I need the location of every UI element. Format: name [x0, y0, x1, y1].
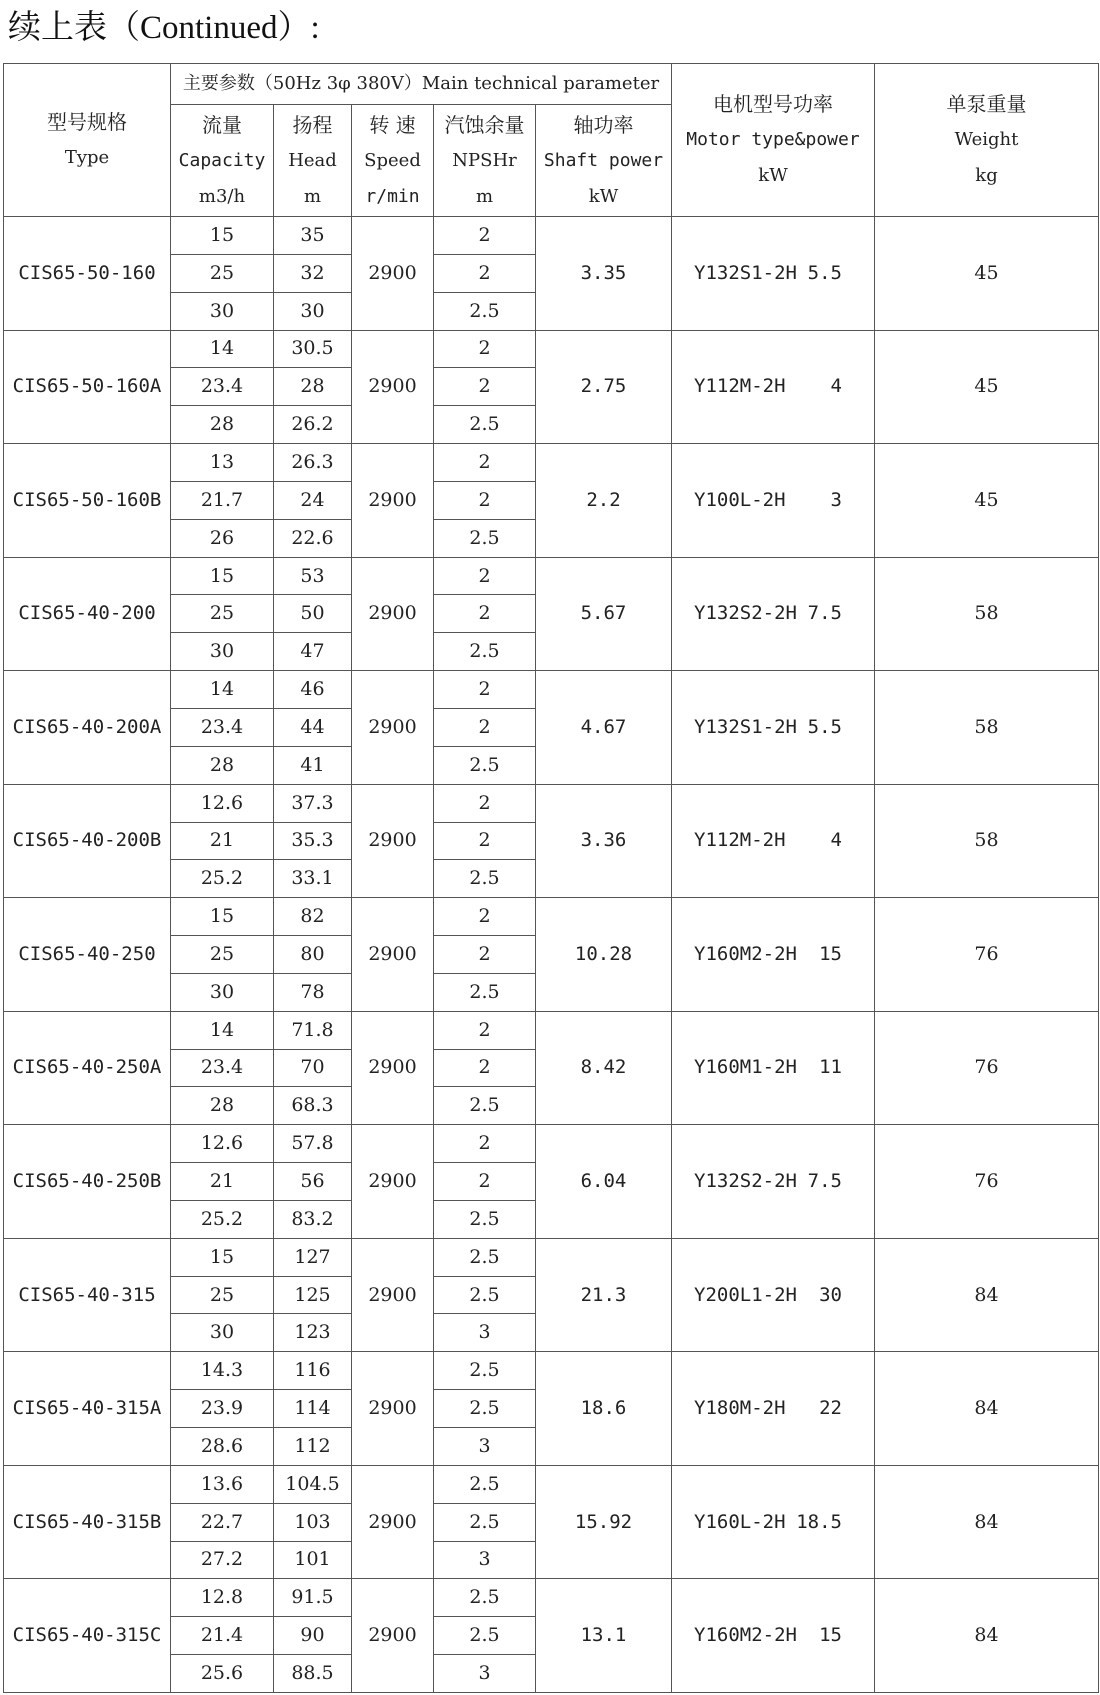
motor-type-power: [672, 715, 874, 738]
head-cell: 83.2: [274, 1200, 352, 1238]
motor-type-power: [672, 831, 874, 850]
header-capacity-unit: m3/h: [198, 185, 246, 207]
head-cell: 26.2: [274, 406, 352, 444]
shaft-power-cell: 4.67: [536, 671, 672, 785]
weight-cell: 45: [875, 217, 1099, 331]
header-npshr-en: NPSHr: [452, 149, 517, 171]
head-cell: 32: [274, 254, 352, 292]
head-cell: 116: [274, 1352, 352, 1390]
weight-cell: 76: [875, 898, 1099, 1012]
capacity-cell: 15: [171, 1238, 274, 1276]
head-cell: 53: [274, 557, 352, 595]
weight-cell: 84: [875, 1352, 1099, 1466]
capacity-cell: 21: [171, 1163, 274, 1201]
motor-power: 22: [819, 1397, 842, 1420]
header-npshr: [434, 105, 536, 217]
model-type-cell: CIS65-40-315: [4, 1238, 171, 1352]
header-npshr-cn: 汽蚀余量: [444, 112, 525, 137]
npshr-cell: 2: [434, 671, 536, 709]
capacity-cell: 14: [171, 330, 274, 368]
npshr-cell: 2: [434, 1125, 536, 1163]
speed-cell: 2900: [352, 557, 434, 671]
motor-model: Y132S2-2H: [694, 1170, 797, 1193]
capacity-cell: 25.2: [171, 1200, 274, 1238]
capacity-cell: 15: [171, 557, 274, 595]
speed-cell: 2900: [352, 1011, 434, 1125]
motor-type-power: [672, 261, 874, 284]
speed-cell: 2900: [352, 1238, 434, 1352]
npshr-cell: 2: [434, 217, 536, 255]
motor-cell: [672, 330, 875, 444]
head-cell: 46: [274, 671, 352, 709]
weight-cell: 84: [875, 1238, 1099, 1352]
motor-type-power: [672, 1626, 874, 1645]
motor-cell: [672, 1238, 875, 1352]
capacity-cell: 30: [171, 973, 274, 1011]
capacity-cell: 21.4: [171, 1617, 274, 1655]
speed-cell: 2900: [352, 1579, 434, 1693]
weight-cell: 58: [875, 671, 1099, 785]
shaft-power-cell: 13.1: [536, 1579, 672, 1693]
header-speed-cn: 转 速: [369, 112, 416, 137]
motor-cell: [672, 557, 875, 671]
header-capacity: [171, 105, 274, 217]
shaft-power-cell: 2.75: [536, 330, 672, 444]
speed-cell: 2900: [352, 671, 434, 785]
npshr-cell: 2: [434, 784, 536, 822]
npshr-cell: 2.5: [434, 1579, 536, 1617]
speed-cell: 2900: [352, 1465, 434, 1579]
capacity-cell: 23.9: [171, 1390, 274, 1428]
npshr-cell: 2.5: [434, 1238, 536, 1276]
head-cell: 41: [274, 746, 352, 784]
header-main-parameters: 主要参数（50Hz 3φ 380V）Main technical parameter: [171, 64, 672, 105]
head-cell: 44: [274, 708, 352, 746]
npshr-cell: 2.5: [434, 633, 536, 671]
head-cell: 35: [274, 217, 352, 255]
head-cell: 125: [274, 1276, 352, 1314]
motor-type-power: [672, 1399, 874, 1418]
head-cell: 37.3: [274, 784, 352, 822]
motor-power: 4: [830, 829, 842, 852]
header-speed: [352, 105, 434, 217]
weight-cell: 76: [875, 1125, 1099, 1239]
motor-power: 5.5: [807, 715, 842, 738]
motor-model: Y112M-2H: [694, 375, 786, 398]
motor-cell: [672, 784, 875, 898]
npshr-cell: 2: [434, 481, 536, 519]
capacity-cell: 25.2: [171, 860, 274, 898]
capacity-cell: 25: [171, 254, 274, 292]
weight-cell: 84: [875, 1579, 1099, 1693]
motor-power: 15: [819, 942, 842, 965]
model-type-cell: CIS65-40-250A: [4, 1011, 171, 1125]
motor-type-power: [672, 1058, 874, 1077]
table-row: [4, 671, 1099, 709]
header-motor-en: Motor type&power: [686, 129, 860, 150]
motor-cell: [672, 898, 875, 1012]
header-type-cn: 型号规格: [47, 110, 127, 134]
npshr-cell: 3: [434, 1314, 536, 1352]
npshr-cell: 3: [434, 1655, 536, 1693]
motor-model: Y132S1-2H: [694, 261, 797, 284]
motor-model: Y132S2-2H: [694, 602, 797, 625]
capacity-cell: 14: [171, 1011, 274, 1049]
table-row: [4, 557, 1099, 595]
motor-cell: [672, 1465, 875, 1579]
motor-type-power: [672, 604, 874, 623]
motor-type-power: [672, 942, 874, 965]
npshr-cell: 3: [434, 1541, 536, 1579]
head-cell: 71.8: [274, 1011, 352, 1049]
motor-power: 15: [819, 1624, 842, 1647]
header-motor-cn: 电机型号功率: [713, 92, 833, 116]
motor-type-power: [672, 1510, 874, 1533]
npshr-cell: 2.5: [434, 292, 536, 330]
capacity-cell: 23.4: [171, 1049, 274, 1087]
npshr-cell: 2.5: [434, 860, 536, 898]
table-row: [4, 784, 1099, 822]
table-row: [4, 444, 1099, 482]
table-row: [4, 1238, 1099, 1276]
model-type-cell: CIS65-40-250B: [4, 1125, 171, 1239]
head-cell: 28: [274, 368, 352, 406]
npshr-cell: 2.5: [434, 1503, 536, 1541]
capacity-cell: 22.7: [171, 1503, 274, 1541]
model-type-cell: CIS65-40-200: [4, 557, 171, 671]
table-body: [4, 217, 1099, 1693]
header-weight: [875, 64, 1099, 217]
header-weight-en: Weight: [954, 129, 1019, 150]
capacity-cell: 25: [171, 1276, 274, 1314]
shaft-power-cell: 15.92: [536, 1465, 672, 1579]
npshr-cell: 2.5: [434, 1200, 536, 1238]
shaft-power-cell: 21.3: [536, 1238, 672, 1352]
pump-spec-table: [3, 63, 1099, 1693]
header-head-unit: m: [303, 185, 322, 207]
capacity-cell: 28: [171, 1087, 274, 1125]
header-speed-unit: r/min: [365, 185, 420, 207]
shaft-power-cell: 6.04: [536, 1125, 672, 1239]
npshr-cell: 2.5: [434, 1276, 536, 1314]
weight-cell: 45: [875, 330, 1099, 444]
capacity-cell: 26: [171, 519, 274, 557]
capacity-cell: 13.6: [171, 1465, 274, 1503]
head-cell: 56: [274, 1163, 352, 1201]
motor-model: Y180M-2H: [694, 1397, 786, 1420]
npshr-cell: 2: [434, 330, 536, 368]
speed-cell: 2900: [352, 444, 434, 558]
motor-model: Y160M2-2H: [694, 942, 797, 965]
capacity-cell: 13: [171, 444, 274, 482]
motor-model: Y200L1-2H: [694, 1283, 797, 1306]
head-cell: 22.6: [274, 519, 352, 557]
shaft-power-cell: 3.35: [536, 217, 672, 331]
capacity-cell: 23.4: [171, 368, 274, 406]
model-type-cell: CIS65-40-315B: [4, 1465, 171, 1579]
head-cell: 91.5: [274, 1579, 352, 1617]
header-weight-unit: kg: [975, 165, 998, 186]
npshr-cell: 2: [434, 898, 536, 936]
capacity-cell: 25.6: [171, 1655, 274, 1693]
npshr-cell: 2: [434, 595, 536, 633]
motor-model: Y160M2-2H: [694, 1624, 797, 1647]
table-row: [4, 1125, 1099, 1163]
capacity-cell: 25: [171, 595, 274, 633]
head-cell: 30.5: [274, 330, 352, 368]
motor-model: Y160L-2H: [694, 1510, 786, 1533]
npshr-cell: 2.5: [434, 1087, 536, 1125]
motor-cell: [672, 1125, 875, 1239]
head-cell: 50: [274, 595, 352, 633]
capacity-cell: 12.6: [171, 784, 274, 822]
capacity-cell: 12.8: [171, 1579, 274, 1617]
speed-cell: 2900: [352, 217, 434, 331]
capacity-cell: 28: [171, 746, 274, 784]
head-cell: 112: [274, 1428, 352, 1466]
head-cell: 123: [274, 1314, 352, 1352]
npshr-cell: 2.5: [434, 973, 536, 1011]
capacity-cell: 14: [171, 671, 274, 709]
capacity-cell: 30: [171, 1314, 274, 1352]
motor-power: 3: [830, 488, 842, 511]
header-capacity-en: Capacity: [178, 149, 266, 171]
npshr-cell: 2: [434, 1163, 536, 1201]
header-type: [4, 64, 171, 217]
model-type-cell: CIS65-40-250: [4, 898, 171, 1012]
header-motor-unit: kW: [758, 165, 788, 186]
speed-cell: 2900: [352, 1352, 434, 1466]
capacity-cell: 12.6: [171, 1125, 274, 1163]
npshr-cell: 2.5: [434, 746, 536, 784]
header-capacity-cn: 流量: [202, 112, 242, 137]
npshr-cell: 2.5: [434, 519, 536, 557]
head-cell: 127: [274, 1238, 352, 1276]
motor-cell: [672, 217, 875, 331]
model-type-cell: CIS65-40-315C: [4, 1579, 171, 1693]
header-type-en: Type: [64, 147, 110, 168]
head-cell: 88.5: [274, 1655, 352, 1693]
motor-power: 7.5: [807, 602, 842, 625]
capacity-cell: 15: [171, 898, 274, 936]
motor-power: 30: [819, 1283, 842, 1306]
capacity-cell: 23.4: [171, 708, 274, 746]
head-cell: 104.5: [274, 1465, 352, 1503]
npshr-cell: 2.5: [434, 1352, 536, 1390]
table-row: [4, 1352, 1099, 1390]
head-cell: 35.3: [274, 822, 352, 860]
table-row: [4, 1465, 1099, 1503]
model-type-cell: CIS65-40-200B: [4, 784, 171, 898]
npshr-cell: 2: [434, 822, 536, 860]
motor-type-power: [672, 1283, 874, 1306]
npshr-cell: 2: [434, 444, 536, 482]
capacity-cell: 28: [171, 406, 274, 444]
capacity-cell: 25: [171, 936, 274, 974]
motor-power: 7.5: [807, 1170, 842, 1193]
shaft-power-cell: 10.28: [536, 898, 672, 1012]
capacity-cell: 30: [171, 633, 274, 671]
npshr-cell: 2.5: [434, 1465, 536, 1503]
header-head-cn: 扬程: [292, 112, 333, 137]
header-head-en: Head: [288, 149, 337, 171]
header-shaft-power-cn: 轴功率: [573, 112, 634, 137]
motor-type-power: [672, 488, 874, 511]
motor-power: 4: [830, 375, 842, 398]
head-cell: 101: [274, 1541, 352, 1579]
motor-cell: [672, 444, 875, 558]
shaft-power-cell: 3.36: [536, 784, 672, 898]
motor-cell: [672, 1579, 875, 1693]
npshr-cell: 2: [434, 254, 536, 292]
model-type-cell: CIS65-50-160A: [4, 330, 171, 444]
shaft-power-cell: 5.67: [536, 557, 672, 671]
npshr-cell: 2: [434, 1049, 536, 1087]
header-weight-cn: 单泵重量: [946, 92, 1027, 116]
npshr-cell: 2: [434, 1011, 536, 1049]
table-row: [4, 1579, 1099, 1617]
weight-cell: 84: [875, 1465, 1099, 1579]
motor-power: 11: [819, 1056, 842, 1079]
motor-cell: [672, 1352, 875, 1466]
capacity-cell: 14.3: [171, 1352, 274, 1390]
motor-cell: [672, 671, 875, 785]
table-row: [4, 330, 1099, 368]
capacity-cell: 27.2: [171, 1541, 274, 1579]
table-row: [4, 898, 1099, 936]
shaft-power-cell: 18.6: [536, 1352, 672, 1466]
head-cell: 103: [274, 1503, 352, 1541]
head-cell: 26.3: [274, 444, 352, 482]
npshr-cell: 2: [434, 936, 536, 974]
header-head: [274, 105, 352, 217]
header-shaft-power-en: Shaft power: [543, 149, 664, 171]
weight-cell: 58: [875, 784, 1099, 898]
motor-cell: [672, 1011, 875, 1125]
table-row: [4, 217, 1099, 255]
head-cell: 82: [274, 898, 352, 936]
shaft-power-cell: 8.42: [536, 1011, 672, 1125]
head-cell: 70: [274, 1049, 352, 1087]
motor-model: Y132S1-2H: [694, 715, 797, 738]
model-type-cell: CIS65-50-160: [4, 217, 171, 331]
npshr-cell: 2.5: [434, 1390, 536, 1428]
header-shaft-power-unit: kW: [588, 185, 619, 207]
speed-cell: 2900: [352, 784, 434, 898]
head-cell: 68.3: [274, 1087, 352, 1125]
weight-cell: 76: [875, 1011, 1099, 1125]
speed-cell: 2900: [352, 330, 434, 444]
table-row: [4, 1011, 1099, 1049]
model-type-cell: CIS65-50-160B: [4, 444, 171, 558]
motor-type-power: [672, 377, 874, 396]
motor-power: 18.5: [796, 1510, 842, 1533]
capacity-cell: 30: [171, 292, 274, 330]
capacity-cell: 28.6: [171, 1428, 274, 1466]
npshr-cell: 2.5: [434, 406, 536, 444]
head-cell: 47: [274, 633, 352, 671]
capacity-cell: 21: [171, 822, 274, 860]
capacity-cell: 21.7: [171, 481, 274, 519]
head-cell: 78: [274, 973, 352, 1011]
head-cell: 114: [274, 1390, 352, 1428]
head-cell: 33.1: [274, 860, 352, 898]
weight-cell: 45: [875, 444, 1099, 558]
npshr-cell: 3: [434, 1428, 536, 1466]
head-cell: 24: [274, 481, 352, 519]
npshr-cell: 2: [434, 368, 536, 406]
page-title: 续上表（Continued）:: [8, 10, 320, 46]
shaft-power-cell: 2.2: [536, 444, 672, 558]
speed-cell: 2900: [352, 1125, 434, 1239]
header-speed-en: Speed: [364, 149, 421, 171]
model-type-cell: CIS65-40-315A: [4, 1352, 171, 1466]
head-cell: 80: [274, 936, 352, 974]
speed-cell: 2900: [352, 898, 434, 1012]
head-cell: 90: [274, 1617, 352, 1655]
motor-type-power: [672, 1172, 874, 1191]
npshr-cell: 2: [434, 557, 536, 595]
motor-power: 5.5: [807, 261, 842, 284]
header-shaft-power: [536, 105, 672, 217]
capacity-cell: 15: [171, 217, 274, 255]
motor-model: Y112M-2H: [694, 829, 786, 852]
header-motor: [672, 64, 875, 217]
npshr-cell: 2.5: [434, 1617, 536, 1655]
npshr-cell: 2: [434, 708, 536, 746]
weight-cell: 58: [875, 557, 1099, 671]
header-npshr-unit: m: [475, 185, 494, 207]
motor-model: Y160M1-2H: [694, 1056, 797, 1079]
head-cell: 57.8: [274, 1125, 352, 1163]
motor-model: Y100L-2H: [694, 488, 786, 511]
head-cell: 30: [274, 292, 352, 330]
model-type-cell: CIS65-40-200A: [4, 671, 171, 785]
